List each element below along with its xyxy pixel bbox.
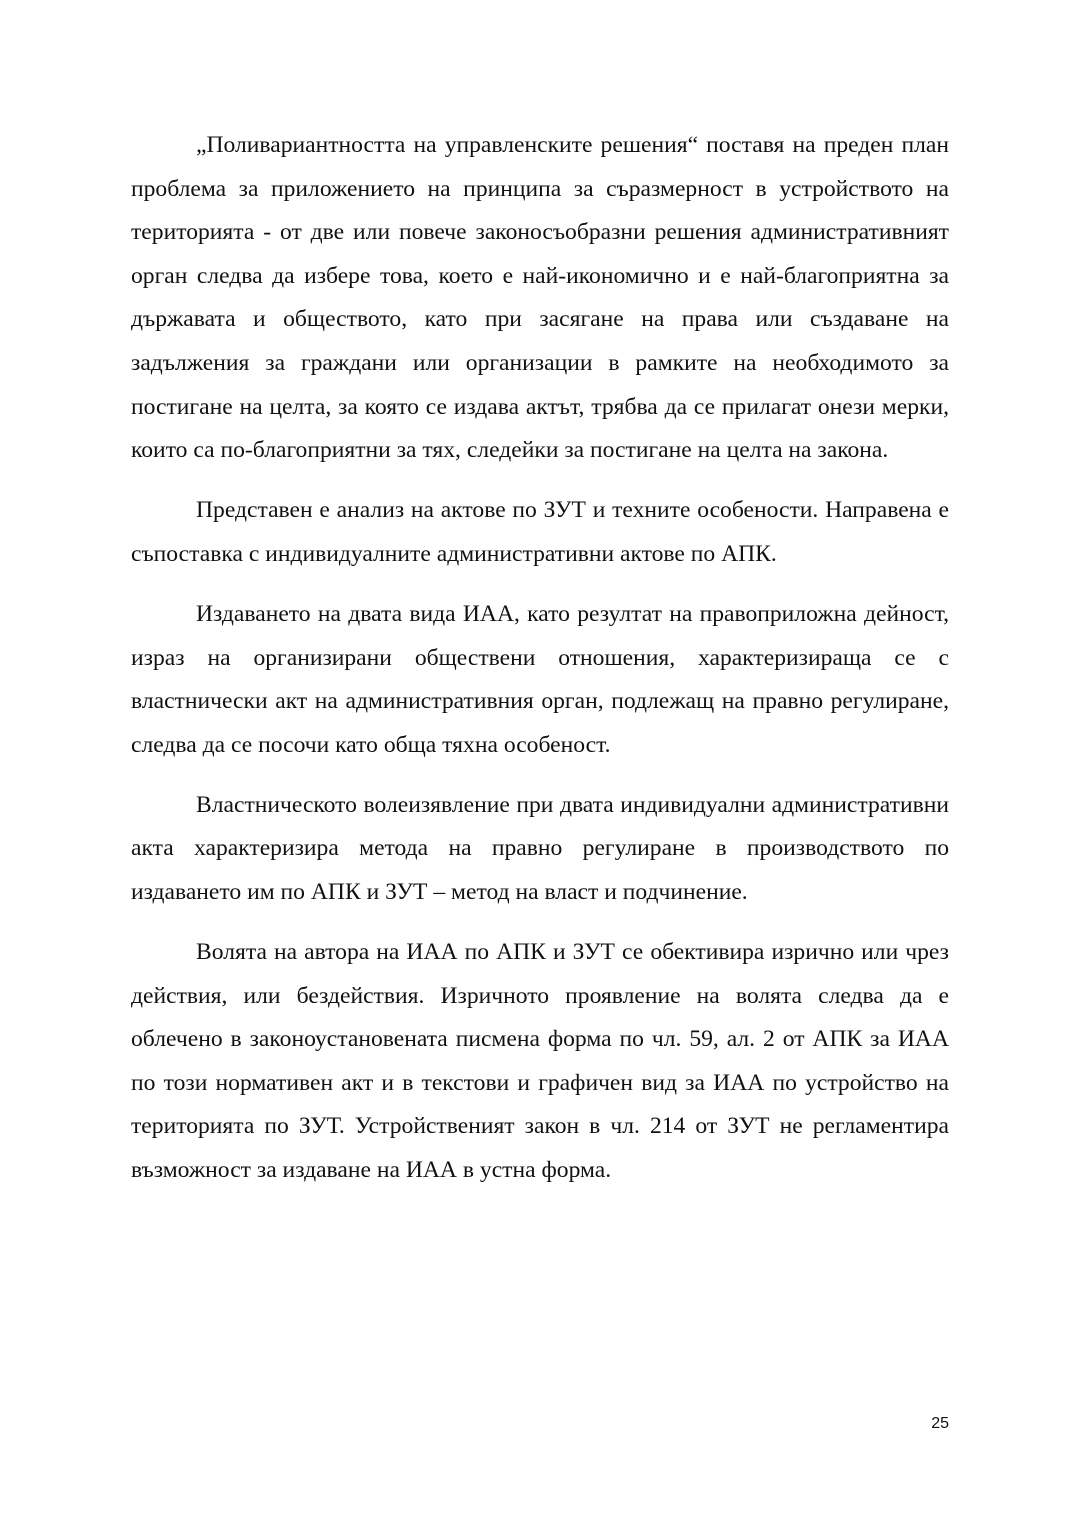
paragraph-analysis-summary: Представен е анализ на актове по ЗУТ и техните особености. Направена е съпоставка с индивидуалните административни актове по АПК.	[131, 497, 949, 567]
page-body	[131, 124, 949, 1193]
paragraph-polyvariance: „Поливариантността на управленските решения“ поставя на преден план проблема за приложението на принципа за съразмерност в устройството на територията - от две или повече законосъобразни решения административният орган следва да избере това, което е най-икономично и е най-благоприятна за държавата и обществото, като при засягане на права или създаване на задължения за граждани или организации в рамките на необходимото за постигане на целта, за която се издава актът, трябва да се прилагат онези мерки, които са по-благоприятни за тях, следейки за постигане на целта на закона.	[131, 132, 949, 464]
paragraph-common-feature: Издаването на двата вида ИАА, като резултат на правоприложна дейност, израз на организирани обществени отношения, характеризираща се с властнически акт на административния орган, подлежащ на правно регулиране, следва да се посочи като обща тяхна особеност.	[131, 600, 949, 758]
paragraph-regulation-method: Властническото волеизявление при двата индивидуални административни акта характеризира метода на правно регулиране в производството по издаването им по АПК и ЗУТ – метод на власт и подчинение.	[131, 791, 949, 905]
paragraph-form-of-will: Волята на автора на ИАА по АПК и ЗУТ се обективира изрично или чрез действия, или бездействия. Изричното проявление на волята следва да е облечено в законоустановената писмена форма по чл. 59, ал. 2 от АПК за ИАА по този нормативен акт и в текстови и графичен вид за ИАА по устройство на територията по ЗУТ. Устройственият закон в чл. 214 от ЗУТ не регламентира възможност за издаване на ИАА в устна форма.	[131, 939, 949, 1184]
page-number: 25	[931, 1415, 949, 1432]
